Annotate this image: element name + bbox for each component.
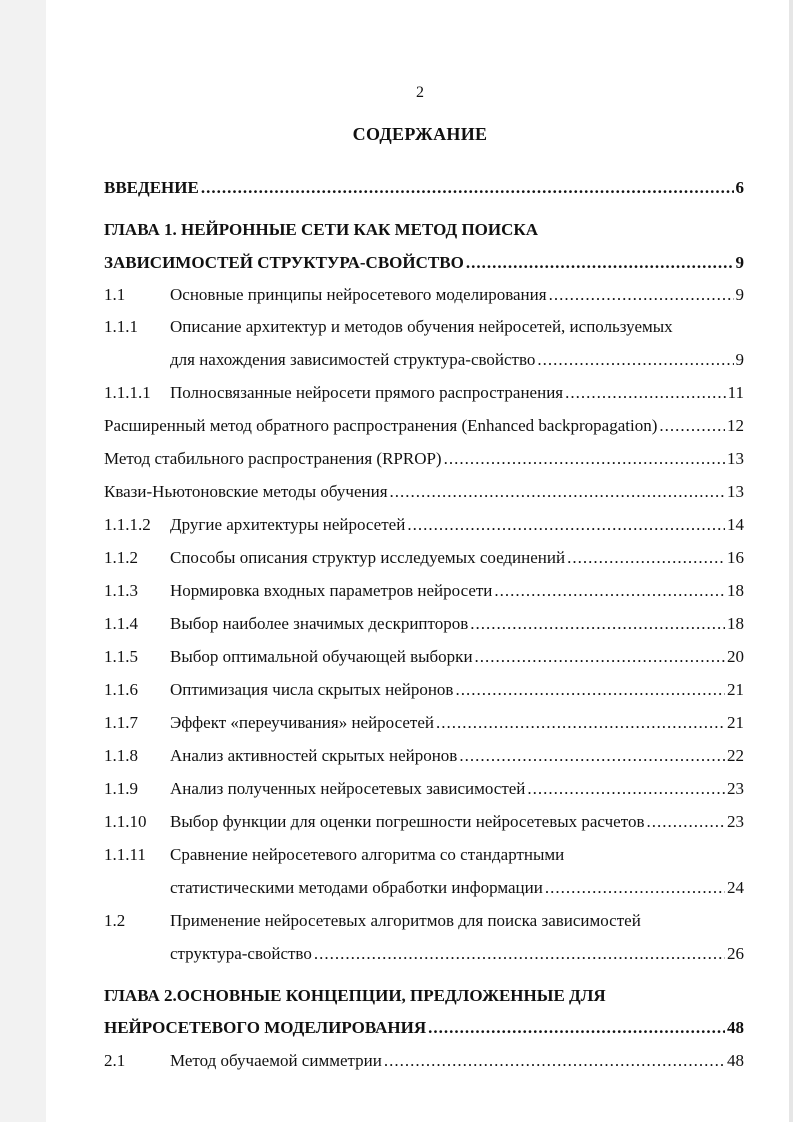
toc-entry-text: НЕЙРОСЕТЕВОГО МОДЕЛИРОВАНИЯ: [104, 1018, 427, 1037]
toc-entry-text: Анализ полученных нейросетевых зависимостей: [170, 779, 526, 798]
toc-entry-1-1[interactable]: [104, 285, 744, 309]
toc-entry-page: 26: [727, 944, 744, 963]
toc-entry-page: 13: [727, 482, 744, 501]
toc-entry-intro[interactable]: [104, 178, 744, 202]
toc-entry-text: Метод стабильного распространения (RPROP): [104, 449, 442, 468]
toc-entry-number: 1.1.9: [104, 779, 138, 798]
toc-entry-text: Другие архитектуры нейросетей: [170, 515, 406, 534]
dot-leader: [494, 581, 725, 601]
toc-entry-page: 21: [727, 713, 744, 732]
toc-entry-page: 18: [727, 581, 744, 600]
toc-entry-text: Расширенный метод обратного распространения (Enhanced backpropagation): [104, 416, 658, 435]
toc-entry-number: 1.1: [104, 285, 126, 304]
toc-entry-enhanced-backprop[interactable]: [104, 416, 744, 440]
toc-entry-number: 1.1.1: [104, 317, 138, 336]
toc-entry-1-1-7[interactable]: [104, 713, 744, 737]
toc-entry-text: ЗАВИСИМОСТЕЙ СТРУКТУРА-СВОЙСТВО: [104, 253, 464, 272]
toc-entry-page: 14: [727, 515, 744, 534]
toc-entry-page: 9: [735, 253, 744, 272]
toc-entry-text: Способы описания структур исследуемых соединений: [170, 548, 566, 567]
toc-entry-page: 23: [727, 779, 744, 798]
toc-entry-page: 18: [727, 614, 744, 633]
toc-entry-page: 22: [727, 746, 744, 765]
dot-leader: [549, 285, 734, 305]
toc-entry-1-1-1-line1[interactable]: [104, 317, 744, 337]
toc-entry-text: Выбор функции для оценки погрешности нейросетевых расчетов: [170, 812, 645, 831]
dot-leader: [527, 779, 725, 799]
chapter-2-title-line1: ГЛАВА 2.ОСНОВНЫЕ КОНЦЕПЦИИ, ПРЕДЛОЖЕННЫЕ ДЛЯ: [104, 986, 606, 1005]
toc-entry-1-1-11-line2[interactable]: [104, 878, 744, 902]
toc-entry-1-1-1-1[interactable]: [104, 383, 744, 407]
toc-entry-number: 1.1.8: [104, 746, 138, 765]
toc-entry-2-1[interactable]: [104, 1051, 744, 1075]
dot-leader: [444, 449, 725, 469]
toc-entry-1-1-11-line1[interactable]: [104, 845, 744, 865]
toc-entry-page: 13: [727, 449, 744, 468]
toc-entry-number: 1.1.4: [104, 614, 138, 633]
toc-entry-number: 1.1.6: [104, 680, 138, 699]
scan-margin: [0, 0, 46, 1122]
dot-leader: [201, 178, 734, 198]
dot-leader: [466, 253, 734, 273]
toc-entry-number: 1.1.10: [104, 812, 147, 831]
dot-leader: [565, 383, 726, 403]
toc-entry-page: 11: [727, 383, 744, 402]
toc-entry-1-1-3[interactable]: [104, 581, 744, 605]
toc-entry-rprop[interactable]: [104, 449, 744, 473]
dot-leader: [646, 812, 725, 832]
toc-entry-text: Эффект «переучивания» нейросетей: [170, 713, 434, 732]
toc-entry-number: 1.2: [104, 911, 126, 930]
toc-entry-1-1-1-2[interactable]: [104, 515, 744, 539]
toc-entry-1-1-1-line2[interactable]: [104, 350, 744, 374]
toc-entry-number: 1.1.1.1: [104, 383, 151, 402]
toc-entry-number: 1.1.7: [104, 713, 138, 732]
toc-entry-1-2-line1[interactable]: [104, 911, 744, 931]
dot-leader: [545, 878, 725, 898]
toc-entry-page: 6: [735, 178, 744, 197]
toc-entry-page: 9: [735, 350, 744, 369]
toc-entry-1-1-8[interactable]: [104, 746, 744, 770]
dot-leader: [428, 1018, 725, 1038]
toc-entry-text: статистическими методами обработки информации: [170, 878, 543, 897]
toc-entry-1-1-10[interactable]: [104, 812, 744, 836]
toc-entry-text: Метод обучаемой симметрии: [170, 1051, 382, 1070]
toc-entry-text: Выбор наиболее значимых дескрипторов: [170, 614, 469, 633]
toc-entry-text: для нахождения зависимостей структура-свойство: [170, 350, 536, 369]
toc-entry-number: 1.1.2: [104, 548, 138, 567]
dot-leader: [455, 680, 725, 700]
dot-leader: [407, 515, 725, 535]
dot-leader: [390, 482, 725, 502]
toc-entry-page: 12: [727, 416, 744, 435]
toc-entry-page: 16: [727, 548, 744, 567]
toc-entry-number: 2.1: [104, 1051, 126, 1070]
toc-entry-page: 48: [727, 1018, 744, 1037]
dot-leader: [659, 416, 725, 436]
toc-entry-page: 48: [727, 1051, 744, 1070]
toc-entry-text: Квази-Ньютоновские методы обучения: [104, 482, 388, 501]
toc-entry-page: 24: [727, 878, 744, 897]
toc-entry-1-1-2[interactable]: [104, 548, 744, 572]
toc-entry-text: ВВЕДЕНИЕ: [104, 178, 199, 197]
toc-entry-text: Сравнение нейросетевого алгоритма со стандартными: [170, 845, 565, 864]
toc-entry-text: Нормировка входных параметров нейросети: [170, 581, 493, 600]
scan-margin-right: [789, 0, 793, 1122]
dot-leader: [384, 1051, 725, 1071]
toc-entry-page: 9: [735, 285, 744, 304]
chapter-1-title-line1: ГЛАВА 1. НЕЙРОННЫЕ СЕТИ КАК МЕТОД ПОИСКА: [104, 220, 538, 239]
toc-entry-text: Выбор оптимальной обучающей выборки: [170, 647, 473, 666]
toc-entry-page: 21: [727, 680, 744, 699]
contents-title: СОДЕРЖАНИЕ: [352, 124, 488, 144]
dot-leader: [537, 350, 733, 370]
page-number: 2: [416, 84, 424, 101]
toc-entry-chapter-2[interactable]: [104, 1018, 744, 1042]
toc-entry-1-1-4[interactable]: [104, 614, 744, 638]
toc-entry-text: Описание архитектур и методов обучения нейросетей, используемых: [170, 317, 673, 336]
toc-entry-chapter-1[interactable]: [104, 253, 744, 277]
toc-entry-text: Применение нейросетевых алгоритмов для поиска зависимостей: [170, 911, 641, 930]
toc-entry-number: 1.1.11: [104, 845, 146, 864]
toc-entry-text: Полносвязанные нейросети прямого распространения: [170, 383, 564, 402]
toc-entry-1-1-9[interactable]: [104, 779, 744, 803]
dot-leader: [567, 548, 725, 568]
dot-leader: [475, 647, 725, 667]
toc-entry-text: Основные принципы нейросетевого моделирования: [170, 285, 547, 304]
dot-leader: [470, 614, 725, 634]
toc-entry-quasi-newton[interactable]: [104, 482, 744, 506]
toc-entry-1-1-5[interactable]: [104, 647, 744, 671]
toc-entry-number: 1.1.3: [104, 581, 138, 600]
toc-entry-text: Анализ активностей скрытых нейронов: [170, 746, 458, 765]
toc-entry-1-1-6[interactable]: [104, 680, 744, 704]
dot-leader: [314, 944, 725, 964]
toc-entry-number: 1.1.5: [104, 647, 138, 666]
dot-leader: [436, 713, 725, 733]
toc-entry-number: 1.1.1.2: [104, 515, 151, 534]
toc-entry-page: 23: [727, 812, 744, 831]
toc-entry-text: Оптимизация числа скрытых нейронов: [170, 680, 454, 699]
toc-entry-text: структура-свойство: [170, 944, 312, 963]
dot-leader: [459, 746, 725, 766]
toc-entry-page: 20: [727, 647, 744, 666]
toc-entry-1-2-line2[interactable]: [104, 944, 744, 968]
